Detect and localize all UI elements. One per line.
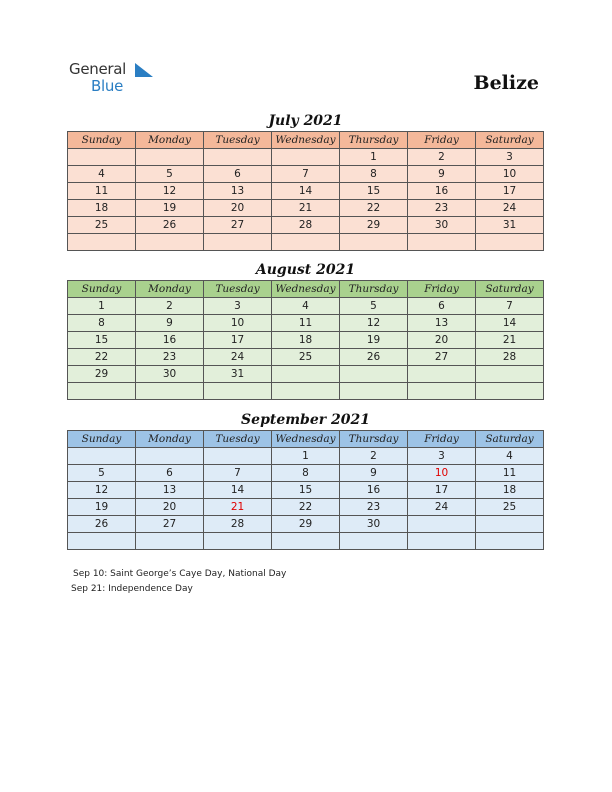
week-row (68, 149, 544, 166)
day-cell: 27 (136, 516, 204, 533)
day-cell: 27 (204, 217, 272, 234)
day-cell: 4 (68, 166, 136, 183)
empty-cell (204, 234, 272, 251)
day-cell: 9 (136, 315, 204, 332)
day-cell: 26 (136, 217, 204, 234)
weekday-header: Wednesday (272, 431, 340, 448)
day-cell: 25 (476, 499, 544, 516)
empty-cell (272, 149, 340, 166)
day-cell: 12 (68, 482, 136, 499)
week-row (68, 448, 544, 465)
logo-word-general: General (69, 60, 127, 78)
empty-cell (68, 448, 136, 465)
day-cell: 1 (68, 298, 136, 315)
day-cell: 11 (68, 183, 136, 200)
day-cell: 22 (68, 349, 136, 366)
day-cell: 5 (340, 298, 408, 315)
day-cell: 25 (272, 349, 340, 366)
empty-cell (476, 533, 544, 550)
day-cell: 4 (272, 298, 340, 315)
week-row (68, 315, 544, 332)
holiday-notes (73, 567, 286, 597)
weekday-header: Saturday (476, 431, 544, 448)
empty-cell (204, 448, 272, 465)
day-cell: 12 (340, 315, 408, 332)
week-row (68, 516, 544, 533)
day-cell: 2 (408, 149, 476, 166)
day-cell: 8 (272, 465, 340, 482)
week-row (68, 366, 544, 383)
day-cell: 8 (340, 166, 408, 183)
calendar-table (67, 280, 544, 400)
day-cell: 4 (476, 448, 544, 465)
month-title: July 2021 (268, 113, 343, 129)
week-row (68, 533, 544, 550)
empty-cell (204, 533, 272, 550)
day-cell: 5 (136, 166, 204, 183)
weekday-header: Thursday (340, 281, 408, 298)
day-cell: 9 (340, 465, 408, 482)
weekday-header: Saturday (476, 281, 544, 298)
day-cell: 16 (340, 482, 408, 499)
day-cell: 22 (272, 499, 340, 516)
logo-word-blue: Blue (91, 77, 123, 95)
weekday-header: Friday (408, 431, 476, 448)
empty-cell (136, 234, 204, 251)
day-cell: 10 (476, 166, 544, 183)
country-title: Belize (473, 72, 539, 94)
day-cell: 3 (476, 149, 544, 166)
day-cell: 23 (340, 499, 408, 516)
week-row (68, 166, 544, 183)
day-cell: 18 (68, 200, 136, 217)
day-cell: 29 (272, 516, 340, 533)
weekday-header: Wednesday (272, 132, 340, 149)
empty-cell (68, 533, 136, 550)
empty-cell (340, 533, 408, 550)
day-cell: 2 (340, 448, 408, 465)
day-cell: 1 (340, 149, 408, 166)
day-cell: 17 (408, 482, 476, 499)
day-cell: 12 (136, 183, 204, 200)
weekday-header: Sunday (68, 431, 136, 448)
empty-cell (136, 448, 204, 465)
holiday-note: Sep 10: Saint George’s Caye Day, National Day (73, 569, 287, 579)
weekday-header: Thursday (340, 431, 408, 448)
day-cell: 9 (408, 166, 476, 183)
day-cell: 6 (408, 298, 476, 315)
week-row (68, 332, 544, 349)
empty-cell (136, 533, 204, 550)
day-cell: 11 (272, 315, 340, 332)
weekday-header: Friday (408, 281, 476, 298)
empty-cell (68, 234, 136, 251)
day-cell: 22 (340, 200, 408, 217)
day-cell: 30 (340, 516, 408, 533)
month-title: August 2021 (255, 262, 356, 278)
day-cell: 7 (476, 298, 544, 315)
week-row (68, 183, 544, 200)
calendar-table (67, 131, 544, 251)
day-cell: 17 (204, 332, 272, 349)
day-cell: 20 (136, 499, 204, 516)
weekday-header: Wednesday (272, 281, 340, 298)
day-cell: 28 (204, 516, 272, 533)
empty-cell (340, 366, 408, 383)
empty-cell (136, 383, 204, 400)
day-cell: 27 (408, 349, 476, 366)
week-row (68, 217, 544, 234)
day-cell: 18 (272, 332, 340, 349)
empty-cell (68, 149, 136, 166)
day-cell: 21 (272, 200, 340, 217)
day-cell: 14 (272, 183, 340, 200)
month-title: September 2021 (241, 412, 370, 428)
day-cell: 29 (340, 217, 408, 234)
day-cell: 31 (204, 366, 272, 383)
day-cell: 30 (408, 217, 476, 234)
day-cell: 13 (204, 183, 272, 200)
month-july (67, 111, 544, 251)
day-cell: 24 (204, 349, 272, 366)
day-cell: 6 (136, 465, 204, 482)
month-august (67, 260, 544, 400)
day-cell: 20 (204, 200, 272, 217)
day-cell: 15 (340, 183, 408, 200)
day-cell: 11 (476, 465, 544, 482)
day-cell: 18 (476, 482, 544, 499)
weekday-header: Sunday (68, 132, 136, 149)
calendar-table (67, 430, 544, 550)
day-cell: 23 (136, 349, 204, 366)
day-cell: 14 (204, 482, 272, 499)
empty-cell (272, 234, 340, 251)
empty-cell (272, 533, 340, 550)
weekday-header: Saturday (476, 132, 544, 149)
month-september (67, 410, 544, 550)
week-row (68, 298, 544, 315)
day-cell: 31 (476, 217, 544, 234)
day-cell: 17 (476, 183, 544, 200)
generalblue-logo (69, 60, 169, 100)
day-cell: 19 (68, 499, 136, 516)
day-cell: 15 (68, 332, 136, 349)
day-cell: 23 (408, 200, 476, 217)
empty-cell (340, 383, 408, 400)
empty-cell (476, 383, 544, 400)
week-row (68, 200, 544, 217)
day-cell: 8 (68, 315, 136, 332)
empty-cell (272, 366, 340, 383)
day-cell: 15 (272, 482, 340, 499)
empty-cell (272, 383, 340, 400)
day-cell: 3 (204, 298, 272, 315)
weekday-header: Tuesday (204, 431, 272, 448)
weekday-header: Thursday (340, 132, 408, 149)
weekday-header: Tuesday (204, 132, 272, 149)
day-cell: 28 (476, 349, 544, 366)
day-cell: 19 (340, 332, 408, 349)
day-cell: 5 (68, 465, 136, 482)
day-cell: 2 (136, 298, 204, 315)
day-cell: 20 (408, 332, 476, 349)
day-cell: 26 (340, 349, 408, 366)
day-cell: 13 (408, 315, 476, 332)
holiday-day-cell: 21 (204, 499, 272, 516)
empty-cell (340, 234, 408, 251)
day-cell: 19 (136, 200, 204, 217)
logo-triangle-icon (135, 63, 153, 77)
day-cell: 21 (476, 332, 544, 349)
day-cell: 25 (68, 217, 136, 234)
weekday-header: Sunday (68, 281, 136, 298)
day-cell: 1 (272, 448, 340, 465)
day-cell: 10 (204, 315, 272, 332)
holiday-day-cell: 10 (408, 465, 476, 482)
weekday-header: Monday (136, 281, 204, 298)
day-cell: 28 (272, 217, 340, 234)
week-row (68, 234, 544, 251)
day-cell: 30 (136, 366, 204, 383)
day-cell: 29 (68, 366, 136, 383)
weekday-header: Monday (136, 132, 204, 149)
week-row (68, 383, 544, 400)
week-row (68, 482, 544, 499)
empty-cell (408, 234, 476, 251)
empty-cell (136, 149, 204, 166)
empty-cell (476, 366, 544, 383)
empty-cell (476, 516, 544, 533)
empty-cell (408, 383, 476, 400)
day-cell: 7 (204, 465, 272, 482)
day-cell: 24 (408, 499, 476, 516)
weekday-header: Monday (136, 431, 204, 448)
weekday-header: Tuesday (204, 281, 272, 298)
empty-cell (476, 234, 544, 251)
empty-cell (204, 383, 272, 400)
empty-cell (408, 366, 476, 383)
day-cell: 13 (136, 482, 204, 499)
day-cell: 16 (408, 183, 476, 200)
day-cell: 3 (408, 448, 476, 465)
day-cell: 14 (476, 315, 544, 332)
holiday-note: Sep 21: Independence Day (71, 584, 193, 594)
empty-cell (68, 383, 136, 400)
day-cell: 7 (272, 166, 340, 183)
empty-cell (204, 149, 272, 166)
day-cell: 26 (68, 516, 136, 533)
day-cell: 24 (476, 200, 544, 217)
week-row (68, 349, 544, 366)
week-row (68, 465, 544, 482)
day-cell: 6 (204, 166, 272, 183)
empty-cell (408, 533, 476, 550)
empty-cell (408, 516, 476, 533)
week-row (68, 499, 544, 516)
day-cell: 16 (136, 332, 204, 349)
weekday-header: Friday (408, 132, 476, 149)
